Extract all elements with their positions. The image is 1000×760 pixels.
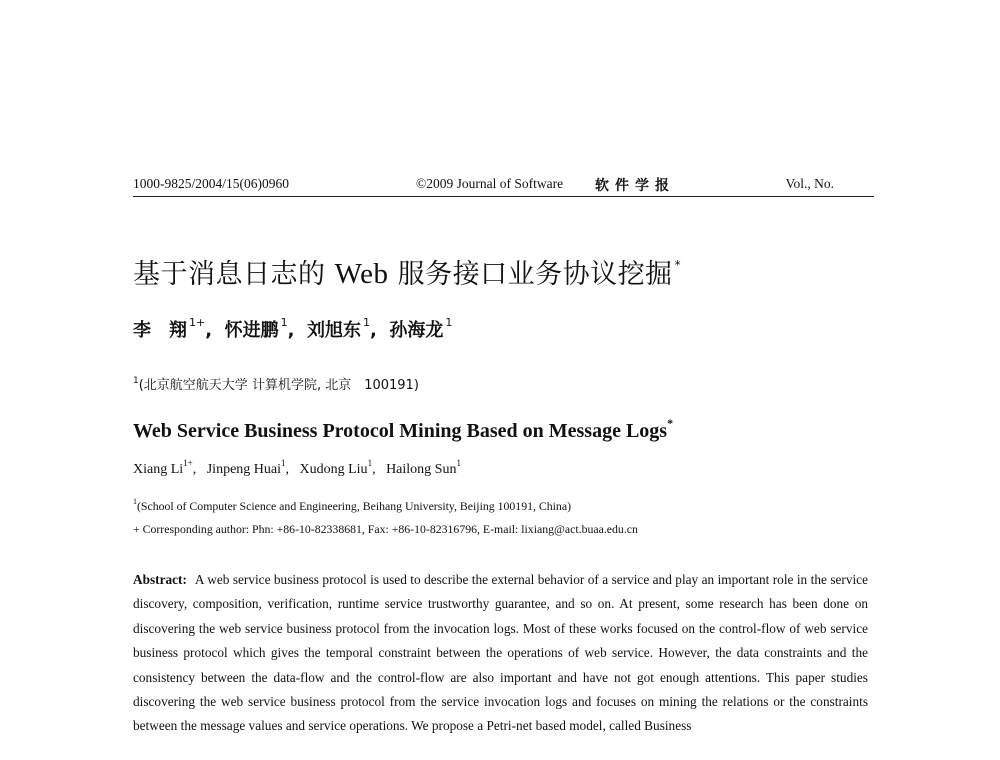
- author-cn-affil-mark: 1: [280, 316, 288, 329]
- author-cn-affil-mark: 1: [362, 316, 370, 329]
- affil-en-text: (School of Computer Science and Engineering, Beihang University, Beijing 100191, China): [137, 499, 571, 513]
- corresponding-author: + Corresponding author: Phn: +86-10-82338681, Fax: +86-10-82316796, E-mail: lixiang@act.buaa.edu.cn: [133, 522, 638, 536]
- affiliation-en: [133, 497, 571, 514]
- issn-code: 1000-9825/2004/15(06)0960: [133, 176, 289, 191]
- author-cn: 怀进鹏: [224, 320, 279, 341]
- title-cn-part1: 基于消息日志的: [133, 259, 335, 290]
- author-en-affil-mark: 1+: [183, 458, 193, 468]
- running-header: [133, 176, 874, 196]
- author-cn: 刘旭东: [306, 320, 361, 341]
- volume-number: Vol., No.: [785, 176, 834, 191]
- abstract-text: A web service business protocol is used to describe the external behavior of a service and play an important role in the service discovery, composition, verification, runtime service trustworthy guarantee, and so on. At present, some research has been done on discovering the web service business protocol from the invocation logs. Most of these works focused on the control-flow of web service business protocol which gives the temporal constraint between the operations of web service. However, the data constraints and the consistency between the data-flow and the control-flow are also important and have not got enough attentions. This paper studies discovering the web service business protocol from the service invocation logs and focuses on mining the relations or the constraints between the message values and service operations. We propose a Petri-net based model, called Business: [133, 572, 868, 734]
- author-cn: 孙海龙: [389, 320, 444, 341]
- abstract: [133, 568, 868, 739]
- paper-title-en: [133, 416, 673, 443]
- author-en: Hailong Sun: [386, 462, 457, 477]
- title-cn-part2: 服务接口业务协议挖掘: [388, 259, 673, 290]
- paper-title-cn: [133, 252, 681, 291]
- abstract-label: Abstract:: [133, 572, 187, 587]
- author-cn-affil-mark: 1: [445, 316, 453, 329]
- author-en-affil-mark: 1: [281, 458, 286, 468]
- authors-en: Xiang $Li^{1+}$, Jinpeng Huai$^1$, Xudong Liu$^1$, Hailong Sun$^1$: [133, 458, 461, 477]
- author-en-affil-mark: 1: [456, 458, 461, 468]
- affiliation-cn: [133, 374, 419, 393]
- affil-en-mark: 1: [133, 497, 137, 506]
- title-en-footnote-mark: *: [667, 416, 674, 430]
- affil-cn-text: (北京航空航天大学 计算机学院, 北京 100191): [138, 378, 419, 393]
- author-cn: 李 翔: [133, 320, 187, 341]
- author-cn-affil-mark: 1+: [189, 316, 206, 329]
- author-en: Jinpeng Huai: [206, 462, 281, 477]
- authors-cn: 李 翔 $^{1+}$, 怀进鹏 $^1$, 刘旭东 $^1$, 孙海龙 $^1$: [133, 316, 453, 341]
- title-cn-footnote-mark: *: [674, 258, 682, 272]
- author-en-affil-mark: 1: [367, 458, 373, 468]
- journal-name-cn: 软件学报: [595, 178, 675, 194]
- journal-name: ©2009 Journal of Software: [416, 176, 564, 191]
- title-cn-latin: Web: [334, 258, 389, 290]
- author-en: Xudong Liu: [299, 462, 368, 477]
- title-en-text: Web Service Business Protocol Mining Based on Message Logs: [133, 420, 668, 442]
- header-divider: [133, 196, 874, 197]
- affil-cn-mark: 1: [133, 376, 139, 386]
- author-en: Xiang Li: [133, 462, 184, 477]
